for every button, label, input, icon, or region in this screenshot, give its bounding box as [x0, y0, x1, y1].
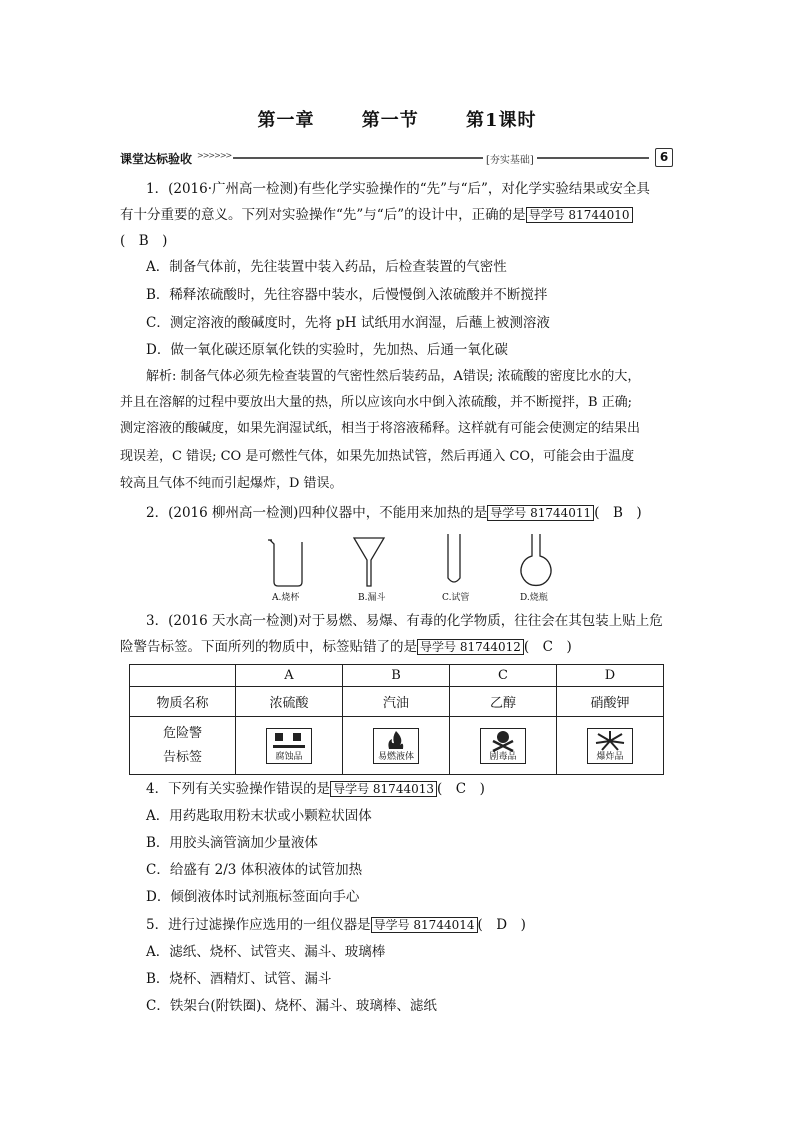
q5-stem [146, 912, 706, 938]
hazard-table [129, 664, 664, 775]
section-arrows: >>>>>> [197, 151, 232, 160]
q1-option-c: C．测定溶液的酸碱度时，先将 pH 试纸用水润湿，后蘸上被测溶液 [146, 315, 550, 331]
flask-icon [521, 534, 551, 585]
q5-option-b: B．烧杯、酒精灯、试管、漏斗 [146, 971, 332, 987]
q1-explanation-4: 现误差，C 错误; CO 是可燃性气体，如果先加热试管，然后再通入 CO，可能会由于温度 [120, 449, 635, 464]
beaker-icon [268, 540, 302, 586]
substance-c: 乙醇 [450, 687, 557, 717]
table-corner [130, 665, 236, 687]
q4-option-c: C．给盛有 2/3 体积液体的试管加热 [146, 862, 363, 878]
q1-code: 导学号 81744010 [526, 207, 633, 223]
q5-option-a: A．滤纸、烧杯、试管夹、漏斗、玻璃棒 [146, 944, 386, 960]
section-number-badge: 6 [655, 148, 673, 167]
table-row [130, 687, 664, 717]
sign-cell-b [343, 717, 450, 775]
sign-cell-a [236, 717, 343, 775]
row-label-sign-1: 危险警 [162, 725, 202, 741]
table-header-row [130, 665, 664, 687]
flask-label: D.烧瓶 [520, 593, 548, 603]
test-tube-icon [448, 534, 460, 582]
q1-option-b: B．稀释浓硫酸时，先往容器中装水，后慢慢倒入浓硫酸并不断搅拌 [146, 287, 548, 303]
q3-line2 [120, 634, 680, 660]
lesson-title: 第1课时 [466, 110, 537, 131]
q5-answer: ( D ) [477, 917, 526, 933]
sign-d-caption: 爆炸品 [596, 751, 624, 762]
corrosive-icon [266, 728, 312, 764]
q4-option-d: D．倾倒液体时试剂瓶标签面向手心 [146, 889, 360, 905]
section-label: 课堂达标验收 [120, 152, 193, 166]
row-label-sign-2: 告标签 [162, 749, 202, 765]
sign-cell-c [450, 717, 557, 775]
q3-answer: ( C ) [523, 639, 572, 655]
beaker-label: A.烧杯 [272, 593, 300, 603]
q1-line2 [120, 202, 680, 228]
substance-a: 浓硫酸 [236, 687, 343, 717]
funnel-icon [354, 538, 384, 586]
q3-stem: 险警告标签。下面所列的物质中，标签贴错了的是 [120, 639, 417, 655]
glassware-figure [262, 530, 562, 603]
q4-code: 导学号 81744013 [330, 781, 437, 797]
row-label-sign [130, 717, 236, 775]
funnel-label: B.漏斗 [358, 593, 386, 603]
q2-text: 2．(2016 柳州高一检测)四种仪器中，不能用来加热的是 [146, 505, 488, 521]
section-divider [233, 157, 649, 159]
q1-explanation-2: 并且在溶解的过程中要放出大量的热，所以应该向水中倒入浓硫酸，并不断搅拌，B 正确; [120, 395, 633, 410]
sign-a-caption: 腐蚀品 [275, 751, 303, 762]
q4-text: 4．下列有关实验操作错误的是 [146, 781, 331, 797]
table-row [130, 717, 664, 775]
section-title: 第一节 [361, 110, 419, 131]
q1-option-a: A．制备气体前，先往装置中装入药品，后检查装置的气密性 [146, 259, 507, 275]
q1-answer: ( B ) [120, 233, 168, 249]
col-header-a: A [236, 665, 343, 687]
chapter-title: 第一章 [257, 110, 315, 131]
q4-option-a: A．用药匙取用粉末状或小颗粒状固体 [146, 808, 372, 824]
q2-stem [146, 500, 706, 526]
explosive-icon [587, 728, 633, 764]
col-header-b: B [343, 665, 450, 687]
flame-icon [373, 728, 419, 764]
q1-stem: 有十分重要的意义。下列对实验操作“先”与“后”的设计中，正确的是 [120, 207, 526, 223]
section-tag: [夯实基础] [483, 151, 537, 166]
row-label-name: 物质名称 [130, 687, 236, 717]
section-header [117, 148, 677, 168]
sign-b-caption: 易燃液体 [377, 751, 414, 762]
q2-answer: ( B ) [594, 505, 642, 521]
q3-line1: 3．(2016 天水高一检测)对于易燃、易爆、有毒的化学物质，往往会在其包装上贴上危 [146, 613, 663, 629]
q1-line1: 1．(2016·广州高一检测)有些化学实验操作的“先”与“后”，对化学实验结果或安全具 [146, 181, 650, 197]
q1-explanation-1: 解析: 制备气体必须先检查装置的气密性然后装药品，A错误; 浓硫酸的密度比水的大， [146, 369, 641, 384]
col-header-d: D [557, 665, 664, 687]
q5-code: 导学号 81744014 [371, 917, 478, 933]
q1-option-d: D．做一氧化碳还原氧化铁的实验时，先加热、后通一氧化碳 [146, 342, 508, 358]
skull-icon [480, 728, 526, 764]
q4-stem [146, 776, 706, 802]
q4-answer: ( C ) [437, 781, 485, 797]
q1-explanation-5: 较高且气体不纯而引起爆炸，D 错误。 [120, 476, 343, 491]
q5-text: 5．进行过滤操作应选用的一组仪器是 [146, 917, 371, 933]
sign-cell-d [557, 717, 664, 775]
col-header-c: C [450, 665, 557, 687]
q1-explanation-3: 测定溶液的酸碱度，如果先润湿试纸，相当于将溶液稀释。这样就有可能会使测定的结果出 [120, 421, 641, 436]
page-title [0, 106, 794, 132]
q2-code: 导学号 81744011 [487, 505, 594, 521]
substance-b: 汽油 [343, 687, 450, 717]
sign-c-caption: 剧毒品 [489, 751, 517, 762]
q4-option-b: B．用胶头滴管滴加少量液体 [146, 835, 318, 851]
q5-option-c: C．铁架台(附铁圈)、烧杯、漏斗、玻璃棒、滤纸 [146, 998, 437, 1014]
substance-d: 硝酸钾 [557, 687, 664, 717]
test-tube-label: C.试管 [442, 593, 470, 603]
glassware-drawings [262, 530, 562, 592]
q3-code: 导学号 81744012 [417, 639, 524, 655]
